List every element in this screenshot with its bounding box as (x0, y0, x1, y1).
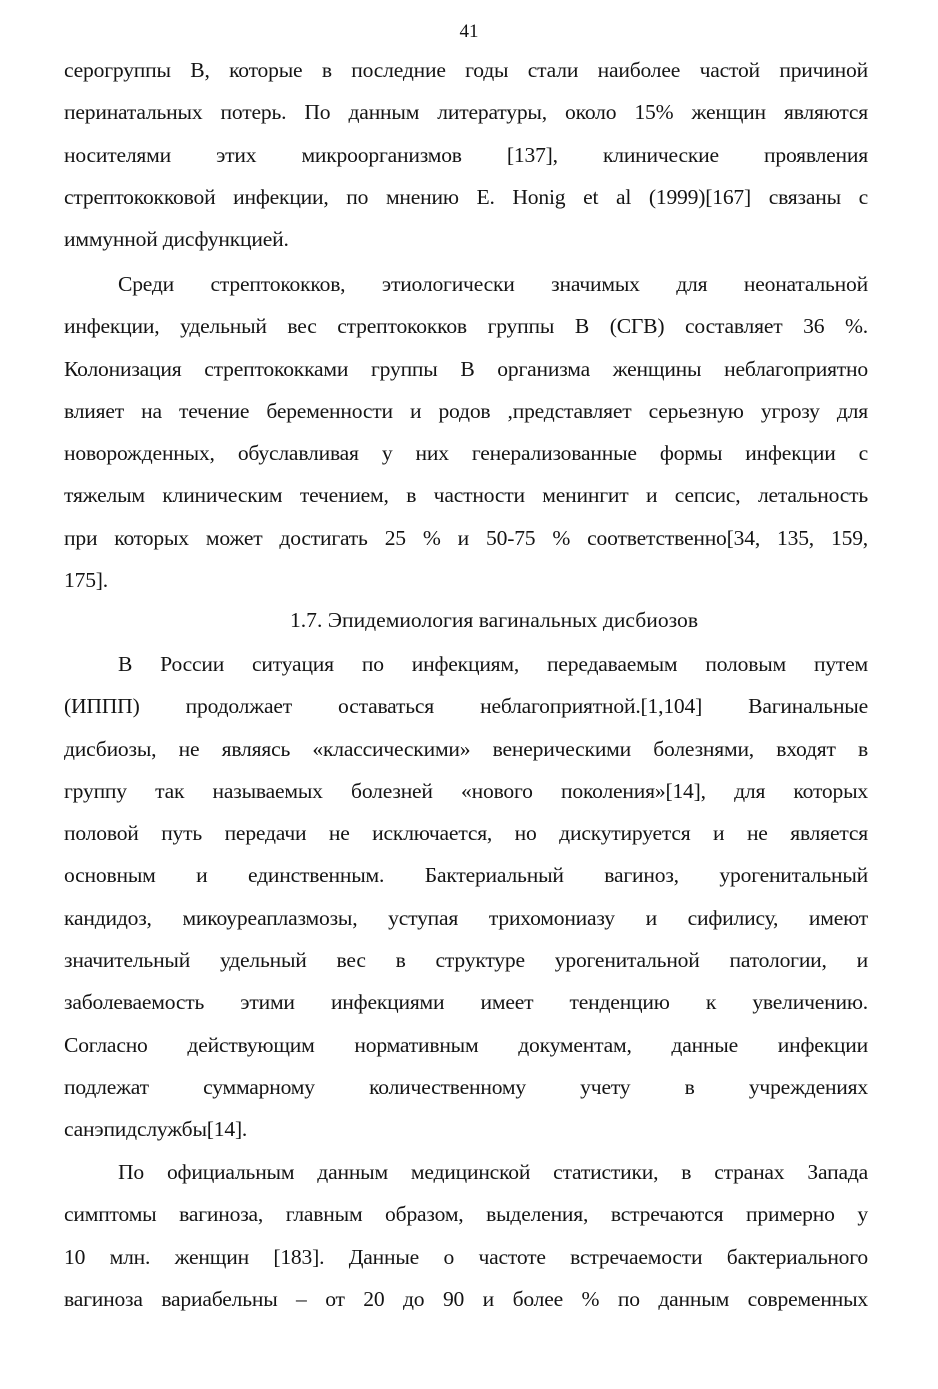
text-line: 10 млн. женщин [183]. Данные о частоте встречаемости бактериального (64, 1244, 868, 1269)
text-line: значительный удельный вес в структуре урогенитальной патологии, и (64, 948, 868, 973)
text-line: подлежат суммарному количественному учету в учреждениях (64, 1074, 868, 1099)
text-line: Согласно действующим нормативным документам, данные инфекции (64, 1032, 868, 1057)
paragraph-1 (64, 49, 868, 260)
text-line: 175]. (64, 568, 108, 593)
text-line: основным и единственным. Бактериальный вагиноз, урогенитальный (64, 863, 868, 888)
text-line: половой путь передачи не исключается, но дискутируется и не является (64, 821, 868, 846)
text-line: Среди стрептококков, этиологически значимых для неонатальной (118, 272, 868, 296)
text-line: заболеваемость этими инфекциями имеет тенденцию к увеличению. (64, 990, 868, 1015)
text-line: новорожденных, обуславливая у них генерализованные формы инфекции с (64, 441, 868, 466)
text-line: иммунной дисфункцией. (64, 227, 289, 252)
paragraph-4 (64, 1151, 868, 1320)
text-line: инфекции, удельный вес стрептококков группы В (СГВ) составляет 36 %. (64, 314, 868, 339)
text-line: Колонизация стрептококками группы В организма женщины неблагоприятно (64, 356, 868, 381)
text-line: группу так называемых болезней «нового поколения»[14], для которых (64, 778, 868, 803)
text-line: серогруппы В, которые в последние годы стали наиболее частой причиной (64, 58, 868, 82)
text-line: (ИППП) продолжает оставаться неблагоприятной.[1,104] Вагинальные (64, 694, 868, 719)
text-line: По официальным данным медицинской статистики, в странах Запада (118, 1160, 868, 1184)
paragraph-2 (64, 263, 868, 601)
text-line: кандидоз, микоуреаплазмозы, уступая трихомониазу и сифилису, имеют (64, 905, 868, 930)
text-line: стрептококковой инфекции, по мнению E. Honig et al (1999)[167] связаны с (64, 184, 868, 209)
text-line: перинатальных потерь. По данным литературы, около 15% женщин являются (64, 100, 868, 125)
section-heading: 1.7. Эпидемиология вагинальных дисбиозов (289, 608, 699, 632)
page-number: 41 (459, 21, 479, 42)
text-line: вагиноза вариабельны – от 20 до 90 и более % по данным современных (64, 1286, 868, 1311)
text-line: при которых может достигать 25 % и 50-75 % соответственно[34, 135, 159, (64, 525, 868, 550)
text-line: тяжелым клиническим течением, в частности менингит и сепсис, летальность (64, 483, 868, 508)
text-line: влияет на течение беременности и родов ,представляет серьезную угрозу для (64, 398, 868, 423)
paragraph-3 (64, 643, 868, 1151)
text-line: носителями этих микроорганизмов [137], клинические проявления (64, 142, 868, 167)
text-line: В России ситуация по инфекциям, передаваемым половым путем (118, 652, 868, 676)
text-line: санэпидслужбы[14]. (64, 1117, 248, 1142)
text-line: симптомы вагиноза, главным образом, выделения, встречаются примерно у (64, 1202, 868, 1227)
text-line: дисбиозы, не являясь «классическими» венерическими болезнями, входят в (64, 736, 868, 761)
